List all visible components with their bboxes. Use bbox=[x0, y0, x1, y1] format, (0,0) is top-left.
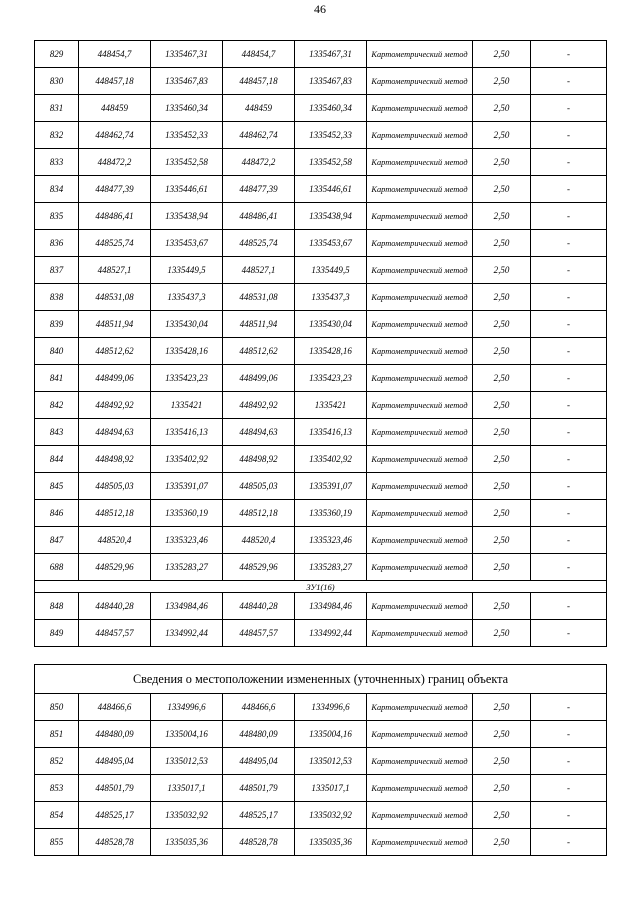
method-cell: Картометрический метод bbox=[367, 203, 473, 230]
y-existing-cell: 1334996,6 bbox=[151, 694, 223, 721]
x-existing-cell: 448512,62 bbox=[79, 338, 151, 365]
x-existing-cell: 448505,03 bbox=[79, 473, 151, 500]
method-cell: Картометрический метод bbox=[367, 554, 473, 581]
accuracy-cell: 2,50 bbox=[473, 338, 531, 365]
y-existing-cell: 1335391,07 bbox=[151, 473, 223, 500]
x-existing-cell: 448472,2 bbox=[79, 149, 151, 176]
accuracy-cell: 2,50 bbox=[473, 829, 531, 856]
description-cell: - bbox=[531, 284, 607, 311]
y-new-cell: 1335391,07 bbox=[295, 473, 367, 500]
accuracy-cell: 2,50 bbox=[473, 593, 531, 620]
description-cell: - bbox=[531, 775, 607, 802]
y-existing-cell: 1335438,94 bbox=[151, 203, 223, 230]
x-new-cell: 448457,18 bbox=[223, 68, 295, 95]
accuracy-cell: 2,50 bbox=[473, 95, 531, 122]
accuracy-cell: 2,50 bbox=[473, 230, 531, 257]
description-cell: - bbox=[531, 419, 607, 446]
table-title: Сведения о местоположении измененных (уточненных) границ объекта bbox=[35, 665, 607, 694]
method-cell: Картометрический метод bbox=[367, 527, 473, 554]
method-cell: Картометрический метод bbox=[367, 721, 473, 748]
method-cell: Картометрический метод bbox=[367, 775, 473, 802]
method-cell: Картометрический метод bbox=[367, 694, 473, 721]
y-existing-cell: 1335452,58 bbox=[151, 149, 223, 176]
accuracy-cell: 2,50 bbox=[473, 41, 531, 68]
method-cell: Картометрический метод bbox=[367, 365, 473, 392]
x-existing-cell: 448480,09 bbox=[79, 721, 151, 748]
x-new-cell: 448499,06 bbox=[223, 365, 295, 392]
accuracy-cell: 2,50 bbox=[473, 446, 531, 473]
description-cell: - bbox=[531, 473, 607, 500]
accuracy-cell: 2,50 bbox=[473, 392, 531, 419]
x-existing-cell: 448495,04 bbox=[79, 748, 151, 775]
x-new-cell: 448512,62 bbox=[223, 338, 295, 365]
y-existing-cell: 1335360,19 bbox=[151, 500, 223, 527]
point-number-cell: 837 bbox=[35, 257, 79, 284]
x-existing-cell: 448462,74 bbox=[79, 122, 151, 149]
point-number-cell: 848 bbox=[35, 593, 79, 620]
accuracy-cell: 2,50 bbox=[473, 257, 531, 284]
accuracy-cell: 2,50 bbox=[473, 311, 531, 338]
description-cell: - bbox=[531, 802, 607, 829]
description-cell: - bbox=[531, 230, 607, 257]
accuracy-cell: 2,50 bbox=[473, 365, 531, 392]
y-existing-cell: 1335452,33 bbox=[151, 122, 223, 149]
method-cell: Картометрический метод bbox=[367, 473, 473, 500]
x-new-cell: 448498,92 bbox=[223, 446, 295, 473]
x-new-cell: 448454,7 bbox=[223, 41, 295, 68]
x-existing-cell: 448486,41 bbox=[79, 203, 151, 230]
table-row bbox=[35, 419, 607, 446]
point-number-cell: 843 bbox=[35, 419, 79, 446]
point-number-cell: 838 bbox=[35, 284, 79, 311]
x-new-cell: 448477,39 bbox=[223, 176, 295, 203]
x-existing-cell: 448457,57 bbox=[79, 620, 151, 647]
point-number-cell: 831 bbox=[35, 95, 79, 122]
y-new-cell: 1335467,31 bbox=[295, 41, 367, 68]
point-number-cell: 830 bbox=[35, 68, 79, 95]
table-row bbox=[35, 620, 607, 647]
description-cell: - bbox=[531, 446, 607, 473]
y-existing-cell: 1335449,5 bbox=[151, 257, 223, 284]
x-new-cell: 448492,92 bbox=[223, 392, 295, 419]
accuracy-cell: 2,50 bbox=[473, 122, 531, 149]
table-row bbox=[35, 748, 607, 775]
x-new-cell: 448457,57 bbox=[223, 620, 295, 647]
y-new-cell: 1335428,16 bbox=[295, 338, 367, 365]
description-cell: - bbox=[531, 500, 607, 527]
method-cell: Картометрический метод bbox=[367, 392, 473, 419]
method-cell: Картометрический метод bbox=[367, 41, 473, 68]
point-number-cell: 832 bbox=[35, 122, 79, 149]
y-new-cell: 1335460,34 bbox=[295, 95, 367, 122]
table-row bbox=[35, 446, 607, 473]
table-row bbox=[35, 68, 607, 95]
method-cell: Картометрический метод bbox=[367, 419, 473, 446]
point-number-cell: 834 bbox=[35, 176, 79, 203]
x-existing-cell: 448454,7 bbox=[79, 41, 151, 68]
x-existing-cell: 448457,18 bbox=[79, 68, 151, 95]
point-number-cell: 844 bbox=[35, 446, 79, 473]
accuracy-cell: 2,50 bbox=[473, 149, 531, 176]
x-new-cell: 448520,4 bbox=[223, 527, 295, 554]
method-cell: Картометрический метод bbox=[367, 68, 473, 95]
table-row bbox=[35, 176, 607, 203]
y-new-cell: 1335032,92 bbox=[295, 802, 367, 829]
method-cell: Картометрический метод bbox=[367, 284, 473, 311]
y-new-cell: 1335438,94 bbox=[295, 203, 367, 230]
x-new-cell: 448527,1 bbox=[223, 257, 295, 284]
description-cell: - bbox=[531, 554, 607, 581]
point-number-cell: 846 bbox=[35, 500, 79, 527]
accuracy-cell: 2,50 bbox=[473, 620, 531, 647]
method-cell: Картометрический метод bbox=[367, 122, 473, 149]
y-new-cell: 1335017,1 bbox=[295, 775, 367, 802]
x-existing-cell: 448477,39 bbox=[79, 176, 151, 203]
description-cell: - bbox=[531, 721, 607, 748]
x-existing-cell: 448512,18 bbox=[79, 500, 151, 527]
method-cell: Картометрический метод bbox=[367, 176, 473, 203]
y-new-cell: 1335402,92 bbox=[295, 446, 367, 473]
x-new-cell: 448486,41 bbox=[223, 203, 295, 230]
table-row bbox=[35, 122, 607, 149]
accuracy-cell: 2,50 bbox=[473, 176, 531, 203]
accuracy-cell: 2,50 bbox=[473, 500, 531, 527]
accuracy-cell: 2,50 bbox=[473, 284, 531, 311]
y-existing-cell: 1335032,92 bbox=[151, 802, 223, 829]
x-new-cell: 448466,6 bbox=[223, 694, 295, 721]
accuracy-cell: 2,50 bbox=[473, 68, 531, 95]
x-new-cell: 448505,03 bbox=[223, 473, 295, 500]
y-existing-cell: 1335017,1 bbox=[151, 775, 223, 802]
y-new-cell: 1335360,19 bbox=[295, 500, 367, 527]
x-existing-cell: 448511,94 bbox=[79, 311, 151, 338]
table-row bbox=[35, 775, 607, 802]
table-row bbox=[35, 203, 607, 230]
method-cell: Картометрический метод bbox=[367, 446, 473, 473]
y-existing-cell: 1335402,92 bbox=[151, 446, 223, 473]
table-row bbox=[35, 392, 607, 419]
y-existing-cell: 1335416,13 bbox=[151, 419, 223, 446]
y-existing-cell: 1335467,83 bbox=[151, 68, 223, 95]
point-number-cell: 836 bbox=[35, 230, 79, 257]
y-existing-cell: 1335004,16 bbox=[151, 721, 223, 748]
x-new-cell: 448531,08 bbox=[223, 284, 295, 311]
x-new-cell: 448494,63 bbox=[223, 419, 295, 446]
changed-boundaries-table bbox=[34, 664, 607, 856]
method-cell: Картометрический метод bbox=[367, 95, 473, 122]
point-number-cell: 845 bbox=[35, 473, 79, 500]
x-existing-cell: 448492,92 bbox=[79, 392, 151, 419]
table-row bbox=[35, 41, 607, 68]
description-cell: - bbox=[531, 829, 607, 856]
x-existing-cell: 448501,79 bbox=[79, 775, 151, 802]
y-new-cell: 1335012,53 bbox=[295, 748, 367, 775]
description-cell: - bbox=[531, 620, 607, 647]
y-new-cell: 1335283,27 bbox=[295, 554, 367, 581]
x-existing-cell: 448528,78 bbox=[79, 829, 151, 856]
table-row bbox=[35, 149, 607, 176]
y-existing-cell: 1335423,23 bbox=[151, 365, 223, 392]
table-row bbox=[35, 721, 607, 748]
x-new-cell: 448495,04 bbox=[223, 748, 295, 775]
description-cell: - bbox=[531, 392, 607, 419]
description-cell: - bbox=[531, 311, 607, 338]
subheading-row bbox=[35, 581, 607, 593]
accuracy-cell: 2,50 bbox=[473, 554, 531, 581]
description-cell: - bbox=[531, 176, 607, 203]
x-new-cell: 448440,28 bbox=[223, 593, 295, 620]
x-existing-cell: 448440,28 bbox=[79, 593, 151, 620]
x-new-cell: 448525,74 bbox=[223, 230, 295, 257]
point-number-cell: 854 bbox=[35, 802, 79, 829]
method-cell: Картометрический метод bbox=[367, 748, 473, 775]
point-number-cell: 847 bbox=[35, 527, 79, 554]
method-cell: Картометрический метод bbox=[367, 257, 473, 284]
table-row bbox=[35, 95, 607, 122]
table-row bbox=[35, 527, 607, 554]
point-number-cell: 835 bbox=[35, 203, 79, 230]
y-existing-cell: 1335323,46 bbox=[151, 527, 223, 554]
x-existing-cell: 448525,17 bbox=[79, 802, 151, 829]
y-new-cell: 1335004,16 bbox=[295, 721, 367, 748]
description-cell: - bbox=[531, 748, 607, 775]
description-cell: - bbox=[531, 68, 607, 95]
method-cell: Картометрический метод bbox=[367, 230, 473, 257]
accuracy-cell: 2,50 bbox=[473, 419, 531, 446]
coordinates-table bbox=[34, 40, 607, 647]
description-cell: - bbox=[531, 149, 607, 176]
table-title-row bbox=[35, 665, 607, 694]
point-number-cell: 829 bbox=[35, 41, 79, 68]
table-row bbox=[35, 365, 607, 392]
y-existing-cell: 1335012,53 bbox=[151, 748, 223, 775]
description-cell: - bbox=[531, 365, 607, 392]
table-row bbox=[35, 593, 607, 620]
y-new-cell: 1335035,36 bbox=[295, 829, 367, 856]
point-number-cell: 853 bbox=[35, 775, 79, 802]
point-number-cell: 841 bbox=[35, 365, 79, 392]
table-row bbox=[35, 338, 607, 365]
x-existing-cell: 448529,96 bbox=[79, 554, 151, 581]
x-existing-cell: 448520,4 bbox=[79, 527, 151, 554]
y-existing-cell: 1335467,31 bbox=[151, 41, 223, 68]
accuracy-cell: 2,50 bbox=[473, 775, 531, 802]
x-existing-cell: 448494,63 bbox=[79, 419, 151, 446]
x-existing-cell: 448466,6 bbox=[79, 694, 151, 721]
point-number-cell: 850 bbox=[35, 694, 79, 721]
y-new-cell: 1335416,13 bbox=[295, 419, 367, 446]
x-existing-cell: 448531,08 bbox=[79, 284, 151, 311]
y-existing-cell: 1335283,27 bbox=[151, 554, 223, 581]
page-number: 46 bbox=[314, 2, 326, 16]
x-new-cell: 448511,94 bbox=[223, 311, 295, 338]
point-number-cell: 839 bbox=[35, 311, 79, 338]
table-row bbox=[35, 230, 607, 257]
accuracy-cell: 2,50 bbox=[473, 694, 531, 721]
description-cell: - bbox=[531, 338, 607, 365]
x-new-cell: 448462,74 bbox=[223, 122, 295, 149]
method-cell: Картометрический метод bbox=[367, 311, 473, 338]
y-new-cell: 1335446,61 bbox=[295, 176, 367, 203]
y-new-cell: 1335421 bbox=[295, 392, 367, 419]
y-existing-cell: 1335430,04 bbox=[151, 311, 223, 338]
x-existing-cell: 448498,92 bbox=[79, 446, 151, 473]
x-existing-cell: 448527,1 bbox=[79, 257, 151, 284]
x-new-cell: 448528,78 bbox=[223, 829, 295, 856]
method-cell: Картометрический метод bbox=[367, 593, 473, 620]
description-cell: - bbox=[531, 527, 607, 554]
description-cell: - bbox=[531, 257, 607, 284]
accuracy-cell: 2,50 bbox=[473, 802, 531, 829]
x-existing-cell: 448499,06 bbox=[79, 365, 151, 392]
y-new-cell: 1335437,3 bbox=[295, 284, 367, 311]
y-new-cell: 1335467,83 bbox=[295, 68, 367, 95]
y-existing-cell: 1335437,3 bbox=[151, 284, 223, 311]
table-row bbox=[35, 694, 607, 721]
subheading-label: ЗУ1(16) bbox=[35, 581, 607, 593]
x-new-cell: 448501,79 bbox=[223, 775, 295, 802]
y-new-cell: 1335452,58 bbox=[295, 149, 367, 176]
method-cell: Картометрический метод bbox=[367, 500, 473, 527]
description-cell: - bbox=[531, 593, 607, 620]
table-row bbox=[35, 829, 607, 856]
point-number-cell: 842 bbox=[35, 392, 79, 419]
accuracy-cell: 2,50 bbox=[473, 748, 531, 775]
table-row bbox=[35, 554, 607, 581]
y-existing-cell: 1335421 bbox=[151, 392, 223, 419]
x-existing-cell: 448459 bbox=[79, 95, 151, 122]
accuracy-cell: 2,50 bbox=[473, 527, 531, 554]
accuracy-cell: 2,50 bbox=[473, 473, 531, 500]
x-new-cell: 448472,2 bbox=[223, 149, 295, 176]
y-existing-cell: 1334984,46 bbox=[151, 593, 223, 620]
point-number-cell: 855 bbox=[35, 829, 79, 856]
description-cell: - bbox=[531, 694, 607, 721]
y-existing-cell: 1335460,34 bbox=[151, 95, 223, 122]
y-new-cell: 1335449,5 bbox=[295, 257, 367, 284]
point-number-cell: 840 bbox=[35, 338, 79, 365]
point-number-cell: 852 bbox=[35, 748, 79, 775]
y-existing-cell: 1335035,36 bbox=[151, 829, 223, 856]
point-number-cell: 833 bbox=[35, 149, 79, 176]
table-row bbox=[35, 802, 607, 829]
table-row bbox=[35, 500, 607, 527]
y-new-cell: 1334996,6 bbox=[295, 694, 367, 721]
y-new-cell: 1335323,46 bbox=[295, 527, 367, 554]
method-cell: Картометрический метод bbox=[367, 829, 473, 856]
y-new-cell: 1334984,46 bbox=[295, 593, 367, 620]
description-cell: - bbox=[531, 95, 607, 122]
accuracy-cell: 2,50 bbox=[473, 203, 531, 230]
y-new-cell: 1335452,33 bbox=[295, 122, 367, 149]
x-existing-cell: 448525,74 bbox=[79, 230, 151, 257]
description-cell: - bbox=[531, 122, 607, 149]
y-existing-cell: 1335428,16 bbox=[151, 338, 223, 365]
description-cell: - bbox=[531, 203, 607, 230]
point-number-cell: 851 bbox=[35, 721, 79, 748]
point-number-cell: 688 bbox=[35, 554, 79, 581]
table-row bbox=[35, 473, 607, 500]
method-cell: Картометрический метод bbox=[367, 338, 473, 365]
method-cell: Картометрический метод bbox=[367, 149, 473, 176]
y-new-cell: 1334992,44 bbox=[295, 620, 367, 647]
table-row bbox=[35, 284, 607, 311]
table-row bbox=[35, 257, 607, 284]
table-row bbox=[35, 311, 607, 338]
y-new-cell: 1335453,67 bbox=[295, 230, 367, 257]
x-new-cell: 448480,09 bbox=[223, 721, 295, 748]
point-number-cell: 849 bbox=[35, 620, 79, 647]
y-new-cell: 1335430,04 bbox=[295, 311, 367, 338]
y-existing-cell: 1335453,67 bbox=[151, 230, 223, 257]
method-cell: Картометрический метод bbox=[367, 802, 473, 829]
accuracy-cell: 2,50 bbox=[473, 721, 531, 748]
y-existing-cell: 1334992,44 bbox=[151, 620, 223, 647]
description-cell: - bbox=[531, 41, 607, 68]
x-new-cell: 448525,17 bbox=[223, 802, 295, 829]
x-new-cell: 448512,18 bbox=[223, 500, 295, 527]
y-new-cell: 1335423,23 bbox=[295, 365, 367, 392]
x-new-cell: 448529,96 bbox=[223, 554, 295, 581]
method-cell: Картометрический метод bbox=[367, 620, 473, 647]
x-new-cell: 448459 bbox=[223, 95, 295, 122]
y-existing-cell: 1335446,61 bbox=[151, 176, 223, 203]
